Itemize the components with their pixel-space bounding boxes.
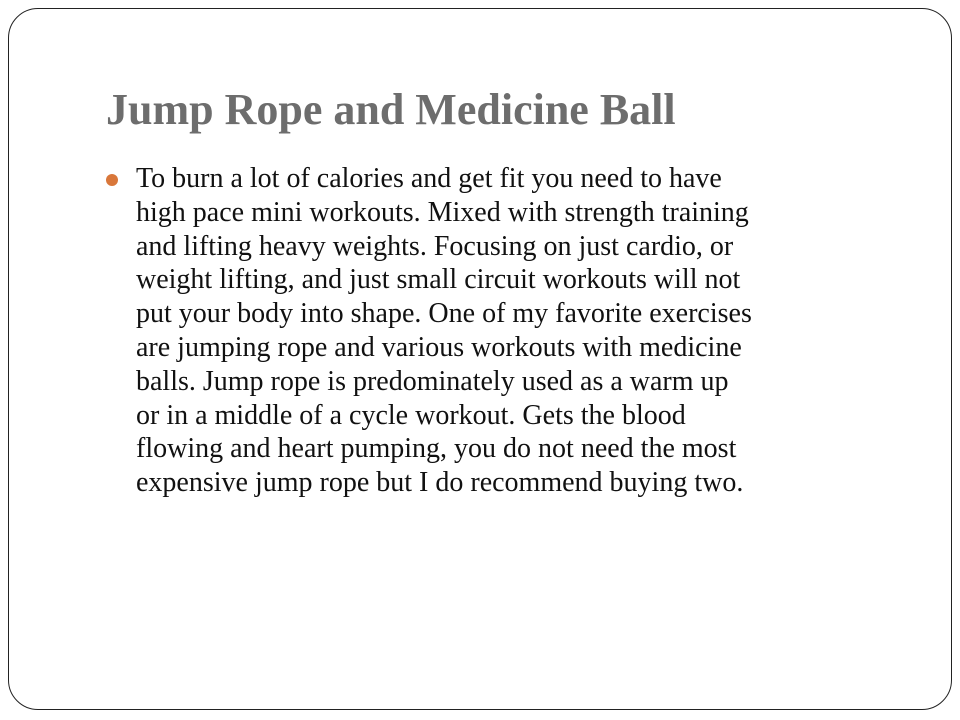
bullet-dot-icon [106,174,118,186]
bullet-line: high pace mini workouts. Mixed with strength training [136,196,749,228]
slide-body [106,162,906,500]
bullet-line: flowing and heart pumping, you do not need the most [136,433,737,465]
bullet-line: put your body into shape. One of my favorite exercises [136,298,752,330]
bullet-line: expensive jump rope but I do recommend buying two. [136,467,744,499]
bullet-line: balls. Jump rope is predominately used as a warm up [136,365,729,397]
bullet-line: To burn a lot of calories and get fit you need to have [136,163,722,194]
slide-title: Jump Rope and Medicine Ball [106,85,676,134]
bullet-text [136,162,906,500]
bullet-line: are jumping rope and various workouts with medicine [136,331,742,363]
bullet-item [106,162,906,500]
bullet-line: weight lifting, and just small circuit workouts will not [136,264,741,296]
bullet-line: and lifting heavy weights. Focusing on just cardio, or [136,230,734,262]
bullet-line: or in a middle of a cycle workout. Gets the blood [136,399,686,431]
